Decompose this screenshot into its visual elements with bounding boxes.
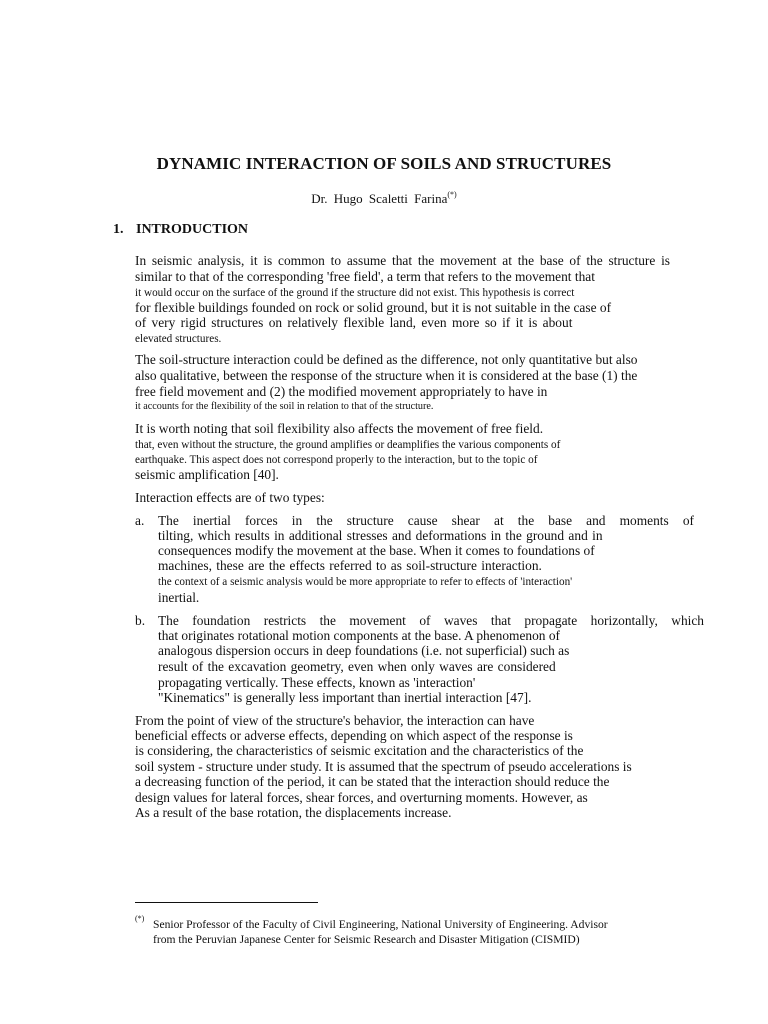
- paragraph-2-line: free field movement and (2) the modified movement appropriately to have in: [135, 384, 548, 399]
- paragraph-1-line: In seismic analysis, it is common to assume that the movement at the base of the structure is: [135, 253, 670, 268]
- paragraph-5-line: soil system - structure under study. It is assumed that the spectrum of pseudo accelerations is: [135, 759, 632, 774]
- section-heading: [113, 222, 248, 238]
- paragraph-5-line: From the point of view of the structure's behavior, the interaction can have: [135, 713, 535, 728]
- list-item-b-line: result of the excavation geometry, even when only waves are considered: [158, 659, 556, 674]
- paragraph-3-line: that, even without the structure, the ground amplifies or deamplifies the various components of: [135, 439, 561, 451]
- author-footnote-mark: (*): [447, 190, 457, 199]
- footnote-line: Senior Professor of the Faculty of Civil Engineering, National University of Engineering. Advisor: [153, 918, 608, 931]
- list-item-a-line: machines, these are the effects referred to as soil-structure interaction.: [158, 558, 542, 573]
- paragraph-2-line: it accounts for the flexibility of the soil in relation to that of the structure.: [135, 401, 434, 412]
- footnote-mark: (*): [135, 914, 145, 923]
- footnote-line: from the Peruvian Japanese Center for Seismic Research and Disaster Mitigation (CISMID): [153, 933, 580, 946]
- author-name: Dr. Hugo Scaletti Farina: [311, 191, 448, 206]
- section-title: INTRODUCTION: [136, 222, 249, 237]
- paragraph-5-line: beneficial effects or adverse effects, depending on which aspect of the response is: [135, 728, 573, 743]
- paragraph-1-line: for flexible buildings founded on rock or solid ground, but it is not suitable in the case of: [135, 300, 612, 315]
- paper-title: DYNAMIC INTERACTION OF SOILS AND STRUCTURES: [156, 154, 612, 173]
- list-item-label: b.: [135, 613, 146, 628]
- paragraph-3-line: seismic amplification [40].: [135, 467, 279, 482]
- list-item-b-line: propagating vertically. These effects, known as 'interaction': [158, 675, 476, 690]
- list-item-a-line: the context of a seismic analysis would be more appropriate to refer to effects of 'interaction': [158, 576, 573, 588]
- paragraph-2-line: The soil-structure interaction could be defined as the difference, not only quantitative but also: [135, 352, 638, 367]
- list-item-b-line: "Kinematics" is generally less important than inertial interaction [47].: [158, 690, 532, 705]
- paragraph-1-line: similar to that of the corresponding 'free field', a term that refers to the movement that: [135, 269, 595, 284]
- paragraph-1-line: elevated structures.: [135, 333, 222, 345]
- list-item-b-line: that originates rotational motion components at the base. A phenomenon of: [158, 628, 561, 643]
- paragraph-3-line: earthquake. This aspect does not correspond properly to the interaction, but to the topic of: [135, 454, 538, 466]
- list-item-a-line: tilting, which results in additional stresses and deformations in the ground and in: [158, 528, 603, 543]
- paragraph-3-line: It is worth noting that soil flexibility also affects the movement of free field.: [135, 421, 544, 436]
- list-item-b-line: analogous dispersion occurs in deep foundations (i.e. not superficial) such as: [158, 643, 570, 658]
- paragraph-2-line: also qualitative, between the response of the structure when it is considered at the base (1) the: [135, 368, 638, 383]
- list-item-b-line: The foundation restricts the movement of waves that propagate horizontally, which: [158, 613, 704, 628]
- paragraph-5-line: is considering, the characteristics of seismic excitation and the characteristics of the: [135, 743, 584, 758]
- paragraph-1-line: it would occur on the surface of the ground if the structure did not exist. This hypothesis is correct: [135, 287, 575, 299]
- paragraph-5-line: a decreasing function of the period, it can be stated that the interaction should reduce the: [135, 774, 610, 789]
- paragraph-1-line: of very rigid structures on relatively flexible land, even more so if it is about: [135, 315, 573, 330]
- list-item-a-line: inertial.: [158, 590, 200, 605]
- section-number: 1.: [113, 222, 124, 237]
- paragraph-5-line: design values for lateral forces, shear forces, and overturning moments. However, as: [135, 790, 588, 805]
- list-item-label: a.: [135, 513, 145, 528]
- paragraph-5-line: As a result of the base rotation, the displacements increase.: [135, 805, 452, 820]
- list-item-a-line: The inertial forces in the structure cause shear at the base and moments of: [158, 513, 694, 528]
- list-item-a-line: consequences modify the movement at the base. When it comes to foundations of: [158, 543, 595, 558]
- author-line: [0, 190, 768, 207]
- footnote-divider: [135, 902, 318, 903]
- paragraph-4-line: Interaction effects are of two types:: [135, 490, 325, 505]
